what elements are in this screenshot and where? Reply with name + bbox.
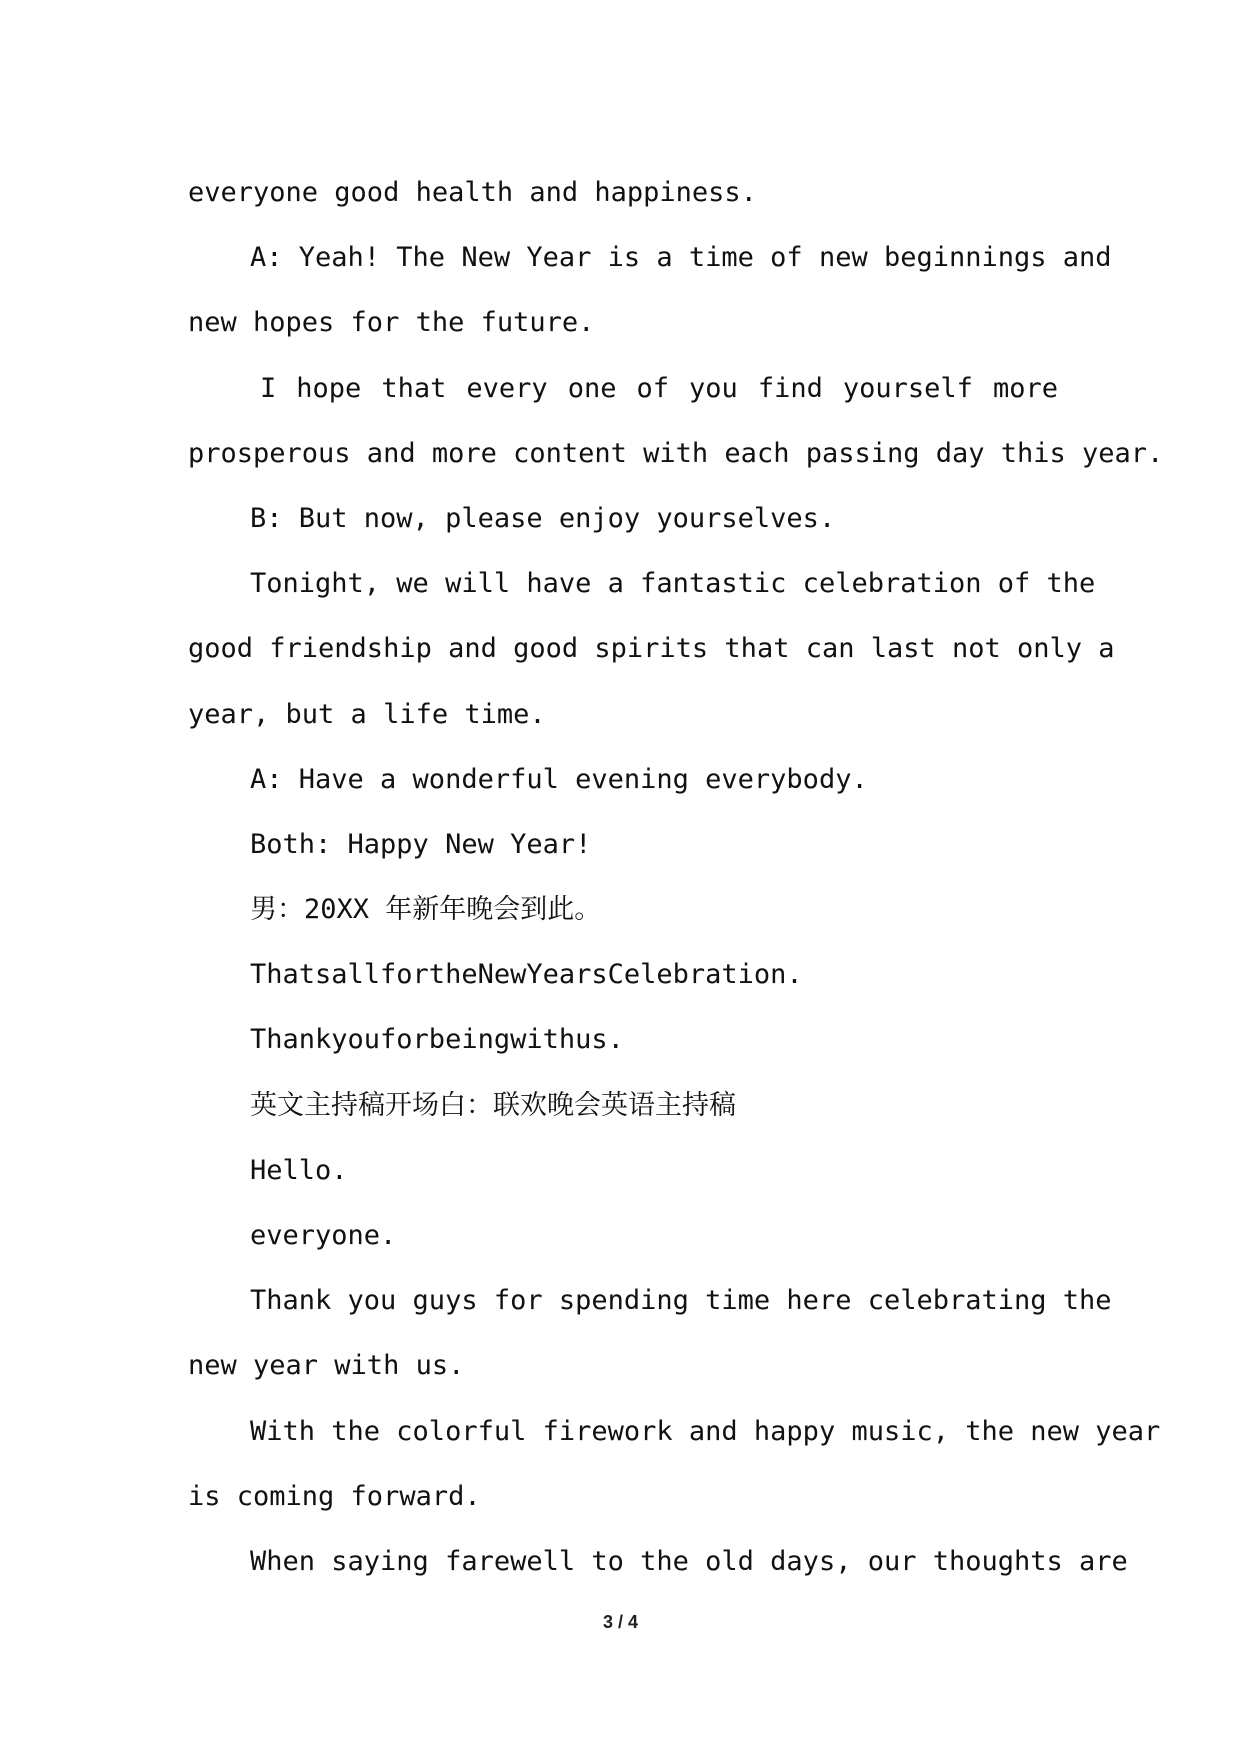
page-number: 3 / 4 [602, 1612, 639, 1632]
text-line: everyone. [250, 1220, 397, 1251]
document-body [188, 160, 1164, 1594]
text-line: Tonight, we will have a fantastic celebration of the [250, 568, 1096, 600]
text-line: 英文主持稿开场白：联欢晚会英语主持稿 [250, 1089, 736, 1121]
text-line: Hello. [250, 1154, 348, 1186]
text-line: new hopes for the future. [188, 307, 595, 339]
text-line: When saying farewell to the old days, our thoughts are [250, 1545, 1128, 1577]
text-line: I hope that every one of you find yourself more [260, 372, 1058, 404]
text-line: A: Yeah! The New Year is a time of new beginnings and [250, 242, 1112, 274]
text-line: good friendship and good spirits that can last not only a [188, 633, 1115, 665]
text-line: Both: Happy New Year! [250, 828, 592, 860]
text-line: Thankyouforbeingwithus. [250, 1024, 624, 1056]
text-line: With the colorful firework and happy music, the new year [250, 1415, 1161, 1447]
text-line: A: Have a wonderful evening everybody. [250, 763, 868, 795]
text-line: year, but a life time. [188, 698, 546, 730]
text-line: 男：20XX 年新年晚会到此。 [250, 894, 602, 926]
text-line: prosperous and more content with each passing day this year. [188, 437, 1164, 469]
text-line: everyone good health and happiness. [188, 177, 757, 208]
text-line: ThatsallfortheNewYearsCelebration. [250, 959, 803, 991]
text-line: is coming forward. [188, 1480, 481, 1512]
text-line: Thank you guys for spending time here celebrating the [250, 1285, 1112, 1317]
text-line: B: But now, please enjoy yourselves. [250, 502, 836, 534]
text-line: new year with us. [188, 1350, 465, 1382]
